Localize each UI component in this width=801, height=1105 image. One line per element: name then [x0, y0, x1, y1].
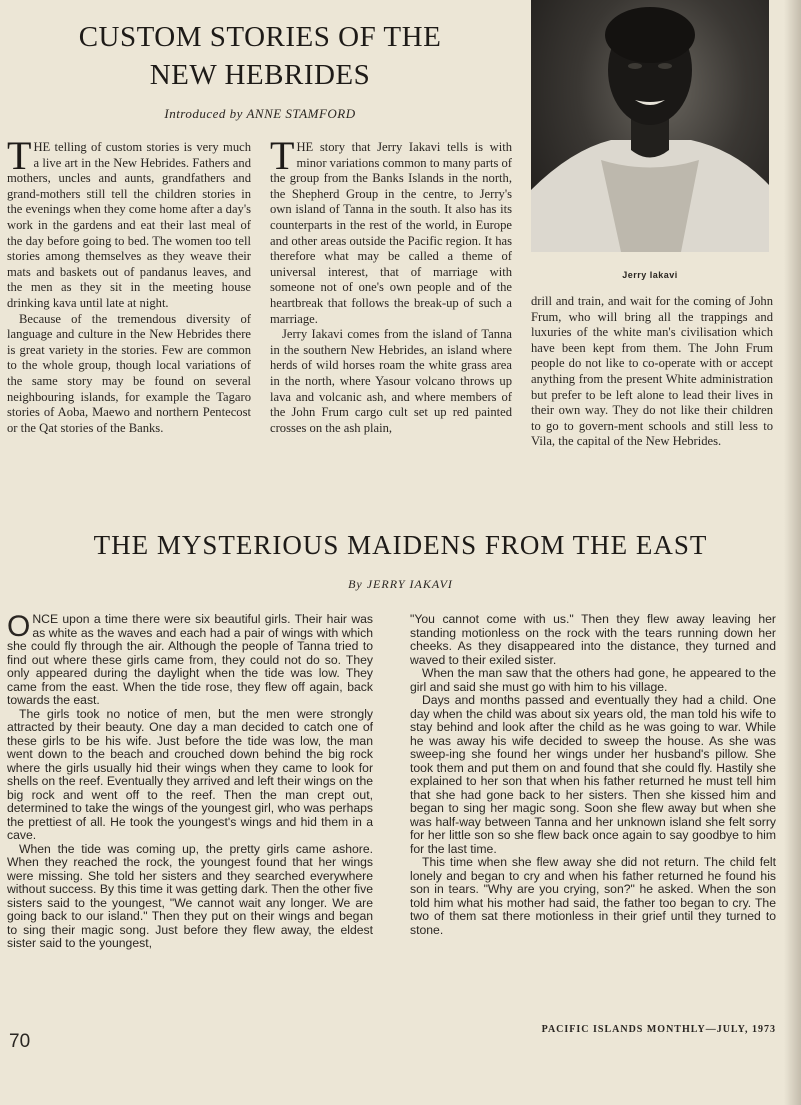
- drop-cap: T: [7, 133, 32, 178]
- introduced-by-line: [20, 106, 500, 122]
- portrait-illustration: [531, 0, 769, 252]
- intro-paragraph: [270, 133, 512, 327]
- intro-paragraph: Because of the tremendous diversity of language and culture in the New Hebrides there is great variety in the stories. Few are common to the whole group, though local variations of the same story may be found on several neighbouring islands, for example the Tagaro stories of Aoba, Maewo and northern Pentecost or the Qat stories of the Banks.: [7, 311, 251, 435]
- photo-caption: Jerry Iakavi: [622, 270, 678, 280]
- story-title: THE MYSTERIOUS MAIDENS FROM THE EAST: [93, 530, 708, 560]
- story-paragraph: When the man saw that the others had gone, he appeared to the girl and said she must go with him to his village.: [410, 666, 776, 694]
- intro-text: HE telling of custom stories is very much a live art in the New Hebrides. Fathers and mothers, uncles and aunts, grandfathers and grand-mothers still tell the children stories in the evenings when they come home after a day's work in the gardens and eat their last meal of the day before going to bed. The women too tell stories among themselves as they weave their mats and baskets out of pandanus leaves, and the men as they sit in the meeting house drinking kava until late at night.: [7, 140, 251, 310]
- story-paragraph: "You cannot come with us." Then they flew away leaving her standing motionless on the rock with the tears running down her cheeks. As they disappeared into the distance, they turned and waved to their exiled sister.: [410, 612, 776, 667]
- story-column-2: [410, 613, 776, 937]
- intro-column-1: [7, 133, 251, 436]
- story-paragraph: When the tide was coming up, the pretty girls came ashore. When they reached the rock, the youngest found that her wings were missing. She told her sisters and they searched everywhere without success. By this time it was getting dark. Then the other five sisters said to the youngest, "We cannot wait any longer. We are going back to our island." Then they put on their wings and began to sing their magic song. Just before they flew away, the eldest sister said to the youngest,: [7, 841, 373, 950]
- page-number: 70: [9, 1031, 31, 1052]
- intro-author: ANNE STAMFORD: [246, 106, 356, 121]
- portrait-photo: [531, 0, 769, 252]
- page-edge-shadow: [784, 0, 801, 1105]
- title-line-2: NEW HEBRIDES: [149, 59, 371, 91]
- story-paragraph: Days and months passed and eventually they had a child. One day when the child was about six years old, the man told his wife to stay behind and look after the child as he was going to war. While he was away his wife decided to sweep the house. As she was sweep-ing she found her wings under her husband's pillow. She took them and put them on and found that she could fly. Hastily she explained to her son that when his father returned he must tell him that she had gone back to her sisters. Then she kissed him and began to sing her magic song. Soon she flew away but when she was half-way between Tanna and her unknown island she felt sorry for her little son so she flew back once again to say goodbye to him for the last time.: [410, 693, 776, 856]
- intro-paragraph: [7, 133, 251, 312]
- drop-cap: O: [7, 610, 31, 643]
- title-line-1: CUSTOM STORIES OF THE: [78, 21, 442, 53]
- intro-paragraph: Jerry Iakavi comes from the island of Tanna in the southern New Hebrides, an island where herds of wild horses roam the white grass area in the north, where Yasour volcano throws up lava and volcanic ash, and where members of the John Frum cargo cult set up red painted crosses on the ash plain,: [270, 327, 512, 435]
- story-column-1: [7, 610, 373, 951]
- byline-author: JERRY IAKAVI: [366, 577, 453, 591]
- article-title: [20, 18, 500, 94]
- intro-column-2: [270, 133, 512, 436]
- story-paragraph: The girls took no notice of men, but the men were strongly attracted by their beauty. One day a man decided to catch one of these girls to be his wife. Just before the tide was low, the man went down to the beach and crouched down behind the big rock where the girls usually hid their wings when they came to look for shells on the reef. Eventually they arrived and left their wings on the big rock and went off to the reef. Then the man crept out, determined to take the wings of the youngest girl, who was perhaps the prettiest of all. He took the youngest's wings and hid them in a cave.: [7, 706, 373, 842]
- intro-column-3: [531, 294, 773, 450]
- journal-footer: PACIFIC ISLANDS MONTHLY—JULY, 1973: [541, 1024, 776, 1035]
- intro-text: HE story that Jerry Iakavi tells is with minor variations common to many parts of the group from the Banks Islands in the north, the Shepherd Group in the centre, to Jerry's own island of Tanna in the south. It also has its counterparts in the rest of the world, in Europe and other areas outside the Pacific region. It has therefore what may be called a theme of universal interest, that of marriage with someone not of one's own people and of the heartbreak that follows the break-up of such a marriage.: [270, 140, 512, 326]
- story-text: NCE upon a time there were six beautiful girls. Their hair was as white as the waves and each had a pair of wings with which she could fly through the air. Although the people of Tanna tried to find out where these girls came from, they could not do so. They only appeared during the daylight when the tide was low. They came from the east. When the tide rose, they flew off again, back towards the east.: [7, 612, 373, 707]
- story-byline: [0, 577, 801, 592]
- drop-cap: T: [270, 133, 295, 178]
- byline-prefix: By: [348, 577, 363, 591]
- story-paragraph: [7, 610, 373, 708]
- intro-prefix: Introduced by: [164, 106, 243, 121]
- intro-paragraph: drill and train, and wait for the coming of John Frum, who will bring all the trappings and luxuries of the white man's civilisation which have been kept from them. The John Frum people do not like to co-operate with or accept anything from the present White administration but prefer to be left alone to lead their lives in their own way. They do not like their children to go to govern-ment schools and still less to Vila, the capital of the New Hebrides.: [531, 294, 773, 449]
- story-paragraph: This time when she flew away she did not return. The child felt lonely and began to cry and when his father returned he found his son in tears. "Why are you crying, son?" he asked. When the son told him what his mother had said, the father too began to cry. The two of them sat there motionless in their grief until they turned to stone.: [410, 855, 776, 937]
